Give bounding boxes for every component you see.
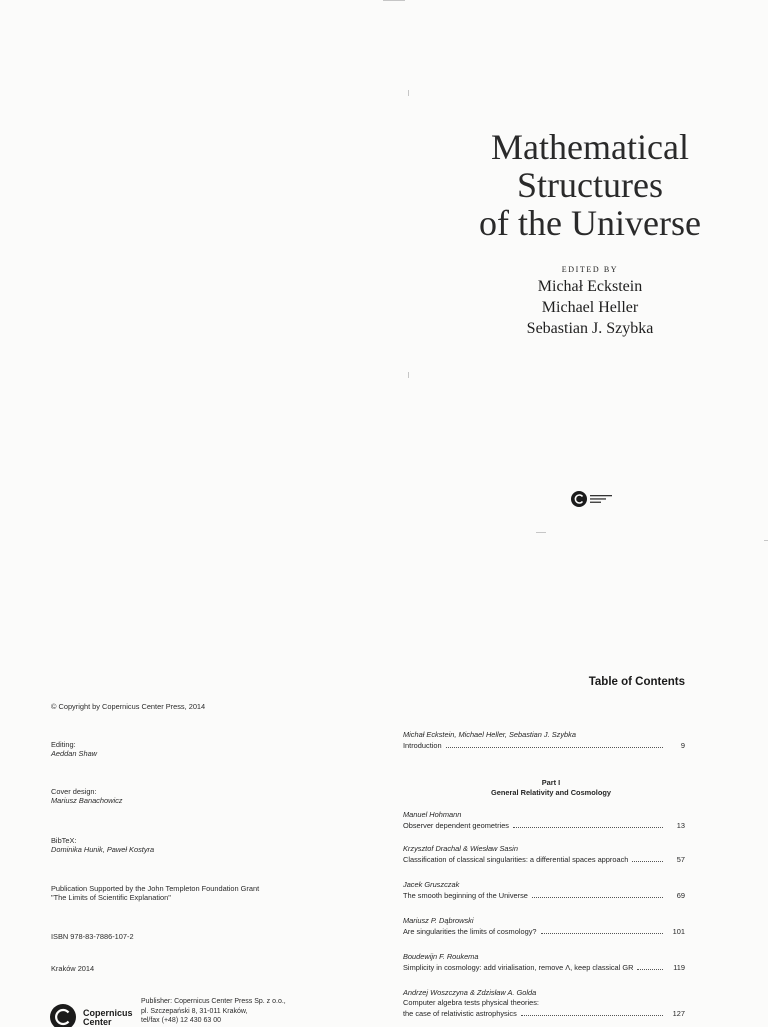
scan-mark [408, 372, 409, 378]
toc-page: 69 [676, 891, 685, 900]
editor-name: Michael Heller [541, 299, 639, 316]
toc-title: The smooth beginning of the Universe [403, 891, 528, 900]
toc-entry [403, 880, 685, 901]
bibtex-credit [51, 836, 351, 855]
toc-title: Classification of classical singularities: a differential spaces approach [403, 855, 629, 864]
toc-entry [403, 988, 685, 1019]
toc-entry [403, 952, 685, 973]
dot-leader [541, 926, 664, 934]
grant-line: Publication Supported by the John Templeton Foundation Grant [51, 884, 260, 893]
toc-page: 101 [672, 927, 685, 936]
isbn: ISBN 978-83-7886-107-2 [51, 932, 134, 941]
book-title-line: Structures [517, 165, 663, 205]
book-title-line: Mathematical [491, 127, 689, 167]
copernicus-logo-icon [571, 490, 621, 508]
grant-line: "The Limits of Scientific Explanation" [51, 893, 171, 903]
toc-title: Simplicity in cosmology: add virialisation, remove Λ, keep classical GR [403, 963, 634, 972]
place-year: Kraków 2014 [51, 964, 95, 973]
toc-title: the case of relativistic astrophysics [403, 1009, 517, 1018]
toc-entry [403, 844, 685, 865]
toc-page: 13 [676, 821, 685, 830]
toc-page: 57 [676, 855, 685, 864]
cover-credit [51, 787, 351, 806]
toc-page: 119 [673, 963, 685, 972]
toc-row [403, 962, 685, 973]
toc-authors: Michał Eckstein, Michael Heller, Sebastian J. Szybka [403, 730, 576, 739]
toc-title: Introduction [403, 741, 442, 750]
toc-row [403, 890, 685, 901]
part-label: Part I [541, 778, 561, 787]
bibtex-label: BibTeX: [51, 836, 77, 845]
cover-label: Cover design: [51, 787, 97, 796]
toc-row [403, 926, 685, 937]
publisher-line: tel/fax (+48) 12 430 63 00 [141, 1017, 221, 1024]
toc-page: 9 [680, 741, 685, 750]
toc-title: Computer algebra tests physical theories: [403, 998, 539, 1007]
dot-leader [532, 890, 663, 898]
publisher-address [141, 997, 331, 1026]
part-title: General Relativity and Cosmology [491, 788, 611, 797]
grant-note [51, 884, 351, 903]
scan-mark [383, 0, 405, 1]
toc-authors: Jacek Gruszczak [403, 880, 460, 889]
edited-by-label: EDITED BY [561, 265, 619, 274]
editing-label: Editing: [51, 740, 76, 749]
dot-leader [513, 820, 663, 828]
bibtex-names: Dominika Hunik, Paweł Kostyra [51, 845, 155, 855]
publisher-line: pl. Szczepański 8, 31-011 Kraków, [141, 1007, 248, 1015]
toc-authors: Manuel Hohmann [403, 810, 462, 819]
toc-row [403, 820, 685, 831]
toc-authors: Andrzej Woszczyna & Zdzisław A. Golda [403, 988, 537, 997]
toc-authors: Boudewijn F. Roukema [403, 952, 479, 961]
editing-credit [51, 740, 351, 759]
dot-leader [632, 854, 663, 862]
editing-name: Aeddan Shaw [51, 749, 98, 759]
dot-leader [521, 1008, 663, 1016]
toc-row [403, 1008, 685, 1019]
dot-leader [637, 962, 663, 970]
cover-name: Mariusz Banachowicz [51, 796, 123, 806]
toc-authors: Mariusz P. Dąbrowski [403, 916, 474, 925]
toc-title: Observer dependent geometries [403, 821, 509, 830]
editor-name: Sebastian J. Szybka [526, 320, 654, 337]
scan-mark [408, 90, 409, 96]
scan-mark [536, 532, 546, 533]
editors-list [440, 276, 740, 339]
toc-row [403, 740, 685, 751]
toc-row [403, 998, 685, 1008]
logo-text-line: Copernicus [83, 1008, 133, 1018]
toc-entry [403, 810, 685, 831]
copernicus-center-logo-icon [49, 1003, 139, 1027]
toc-row [403, 854, 685, 865]
book-title-line: of the Universe [479, 203, 701, 243]
toc-heading: Table of Contents [588, 676, 685, 688]
book-title [440, 128, 740, 242]
copyright-notice: © Copyright by Copernicus Center Press, 2014 [51, 702, 206, 711]
toc-title: Are singularities the limits of cosmology? [403, 927, 537, 936]
editor-name: Michał Eckstein [537, 278, 643, 295]
toc-page: 127 [672, 1009, 685, 1018]
part-heading [403, 778, 699, 798]
dot-leader [446, 740, 663, 748]
toc-entry [403, 730, 685, 751]
toc-entry [403, 916, 685, 937]
scan-mark [764, 540, 768, 541]
publisher-line: Publisher: Copernicus Center Press Sp. z o.o., [141, 998, 286, 1005]
toc-authors: Krzysztof Drachal & Wiesław Sasin [403, 844, 518, 853]
logo-text-line: Center [83, 1017, 112, 1027]
